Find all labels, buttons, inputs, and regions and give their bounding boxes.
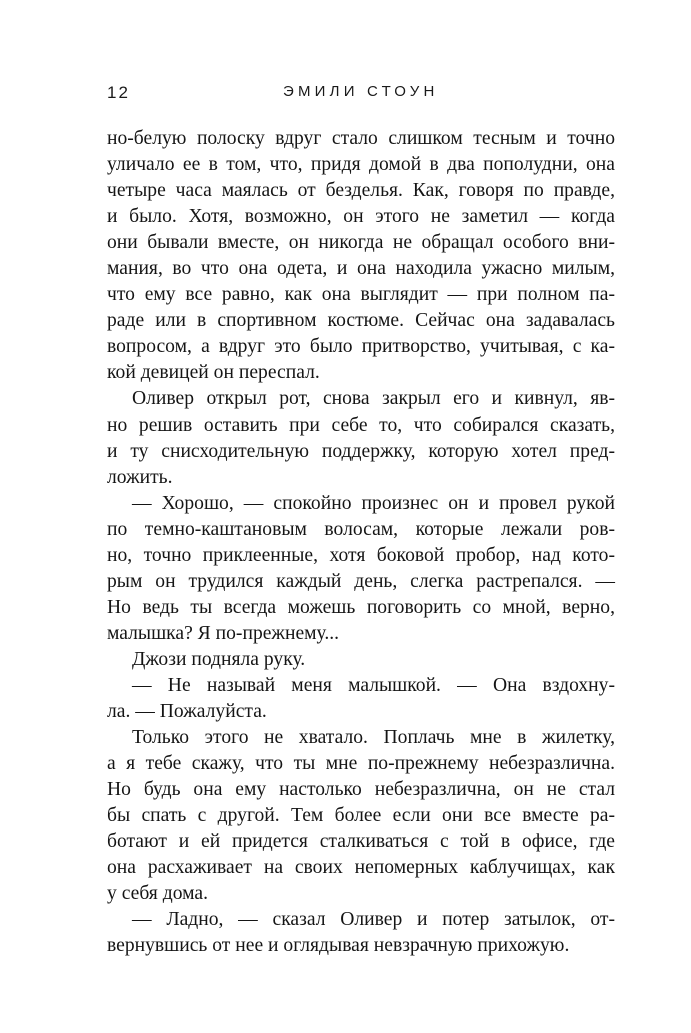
text-line: но решив оставить при себе то, что собирался сказать, [107,414,615,436]
text-line: — Хорошо, — спокойно произнес он и провел рукой [132,492,615,514]
text-line: четыре часа маялась от безделья. Как, говоря по правде, [107,180,615,202]
text-line: — Ладно, — сказал Оливер и потер затылок, от- [132,909,615,931]
text-line: ложить. [107,466,173,488]
text-line: и было. Хотя, возможно, он этого не заметил — когда [107,206,615,228]
text-line: — Не называй меня малышкой. — Она вздохну- [132,674,615,696]
text-line: а я тебе скажу, что ты мне по-прежнему небезразлична. [107,753,615,775]
paragraph [107,491,615,647]
text-line: Оливер открыл рот, снова закрыл его и кивнул, яв- [132,388,615,410]
text-line: Только этого не хватало. Поплачь мне в жилетку, [132,727,615,749]
text-line: они бывали вместе, он никогда не обращал особого вни- [107,232,615,254]
paragraph [107,725,615,907]
text-line: и ту снисходительную поддержку, которую хотел пред- [107,440,615,462]
text-line: она расхаживает на своих непомерных каблучищах, как [107,857,615,879]
text-line: ботают и ей придется сталкиваться с той в офисе, где [107,831,615,853]
paragraph [107,386,615,490]
text-line: мания, во что она одета, и она находила ужасно милым, [107,258,615,280]
page-number: 12 [107,83,130,102]
text-line: рым он трудился каждый день, слегка растрепался. — [107,570,615,592]
text-line: Но ведь ты всегда можешь поговорить со мной, верно, [107,596,615,618]
paragraph [107,126,615,386]
text-line: Джози подняла руку. [132,648,306,670]
text-line: уличало ее в том, что, придя домой в два пополудни, она [107,154,615,176]
text-line: Но будь она ему настолько небезразлична, он не стал [107,779,615,801]
text-line: но, точно приклеенные, хотя боковой пробор, над кото- [107,544,615,566]
text-line: раде или в спортивном костюме. Сейчас она задавалась [107,310,615,332]
text-line: у себя дома. [107,883,208,905]
body-text [107,126,615,960]
running-head-author: ЭМИЛИ СТОУН [283,83,439,100]
text-line: вернувшись от нее и оглядывая невзрачную прихожую. [107,935,570,957]
paragraph [107,907,615,959]
text-line: но-белую полоску вдруг стало слишком тесным и точно [107,128,615,149]
text-line: вопросом, а вдруг это было притворство, учитывая, с ка- [107,336,615,358]
text-line: бы спать с другой. Тем более если они все вместе ра- [107,805,615,827]
text-line: ла. — Пожалуйста. [107,701,267,723]
paragraph [107,673,615,725]
text-line: кой девицей он переспал. [107,362,320,384]
text-line: что ему все равно, как она выглядит — при полном па- [107,284,615,306]
text-line: по темно-каштановым волосам, которые лежали ров- [107,518,615,540]
paragraph [107,647,615,673]
page-header [0,83,691,107]
text-line: малышка? Я по-прежнему... [107,622,340,644]
